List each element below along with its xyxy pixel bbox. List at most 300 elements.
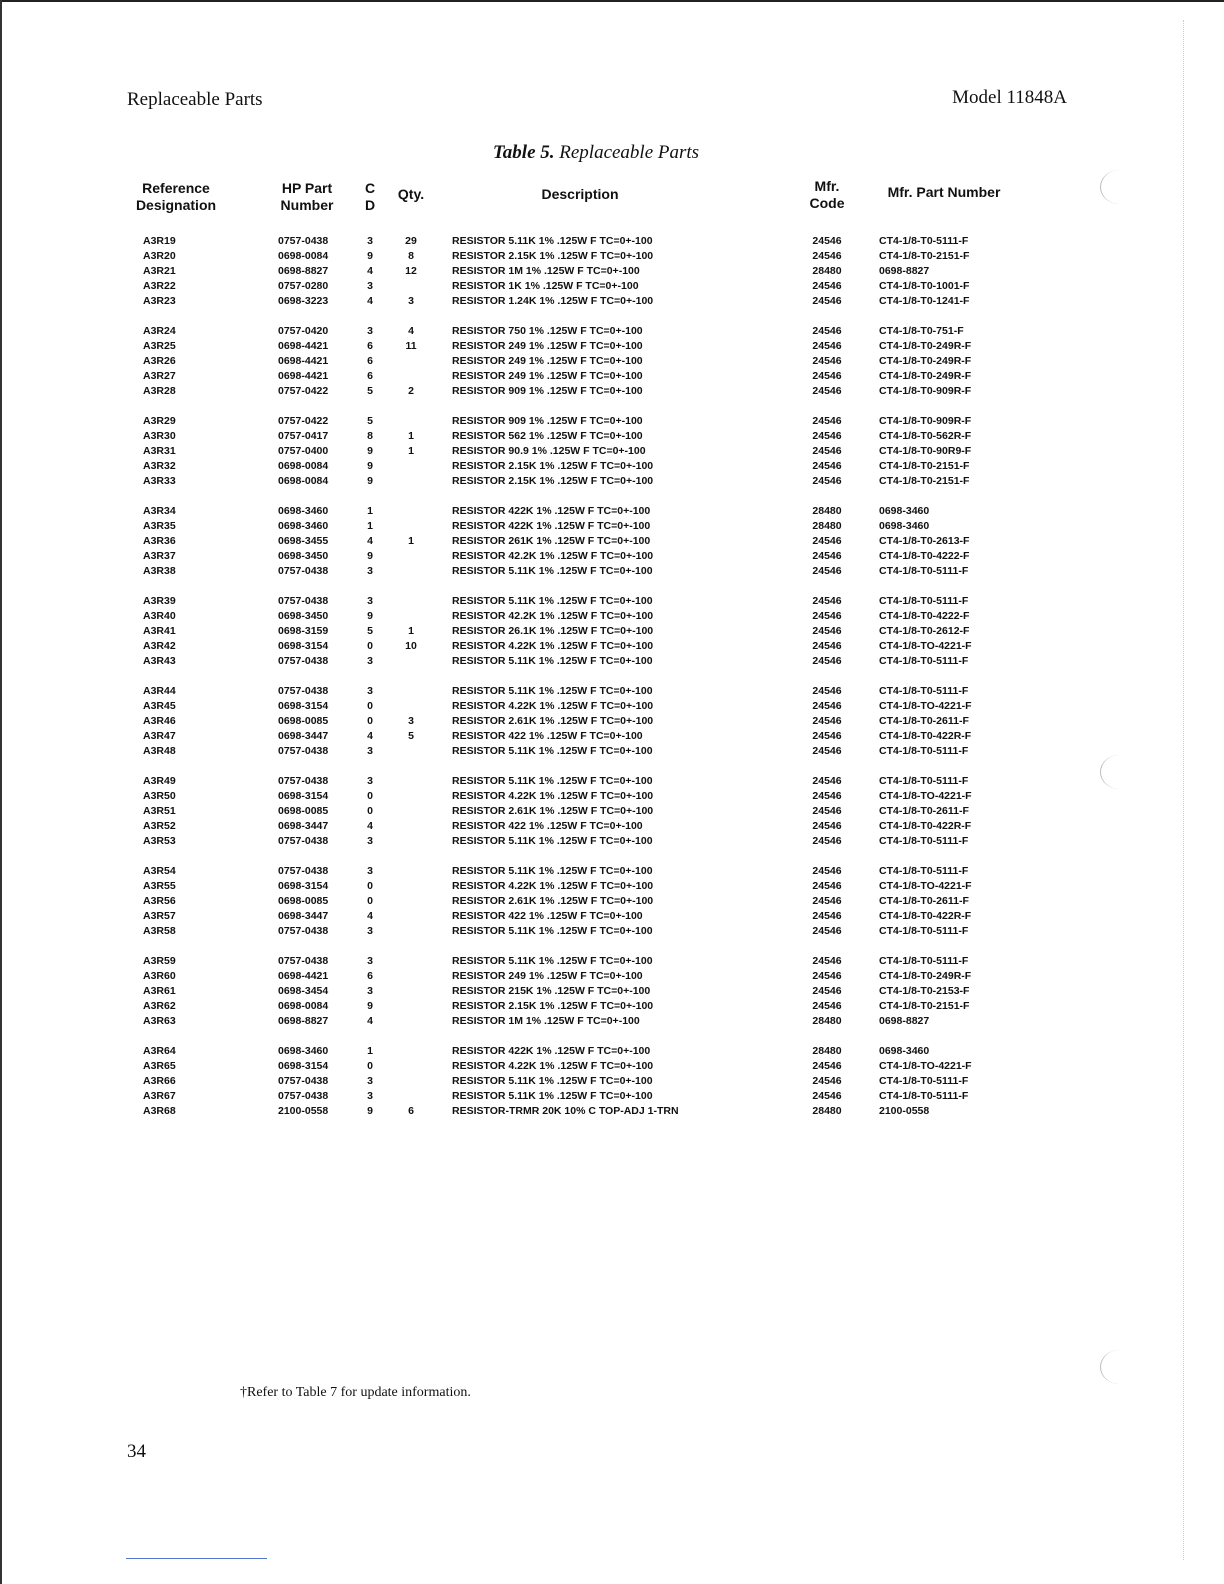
col-header-hp-part: HP Part Number bbox=[280, 180, 334, 213]
cell-description: RESISTOR 4.22K 1% .125W F TC=0+-100 bbox=[452, 1060, 654, 1072]
cell-cd-digit: 4 bbox=[367, 295, 373, 307]
cell-hp-part-number: 0757-0438 bbox=[278, 865, 329, 877]
table-title-text: Replaceable Parts bbox=[559, 142, 700, 163]
cell-mfr-code: 24546 bbox=[812, 280, 842, 292]
table-row bbox=[0, 954, 1224, 969]
cell-description: RESISTOR 2.15K 1% .125W F TC=0+-100 bbox=[452, 475, 654, 487]
cell-mfr-code: 24546 bbox=[812, 970, 842, 982]
cell-hp-part-number: 0757-0400 bbox=[278, 445, 329, 457]
cell-description: RESISTOR 2.15K 1% .125W F TC=0+-100 bbox=[452, 250, 654, 262]
cell-quantity: 3 bbox=[408, 715, 414, 727]
cell-ref-designation: A3R50 bbox=[143, 790, 176, 802]
cell-ref-designation: A3R46 bbox=[143, 715, 176, 727]
cell-mfr-part-number: CT4-1/8-T0-4222-F bbox=[879, 610, 970, 622]
cell-mfr-part-number: CT4-1/8-T0-1001-F bbox=[879, 280, 970, 292]
cell-ref-designation: A3R36 bbox=[143, 535, 176, 547]
cell-hp-part-number: 0698-3154 bbox=[278, 700, 329, 712]
cell-mfr-code: 24546 bbox=[812, 550, 842, 562]
cell-cd-digit: 3 bbox=[367, 280, 373, 292]
cell-cd-digit: 0 bbox=[367, 790, 373, 802]
cell-hp-part-number: 0698-3154 bbox=[278, 790, 329, 802]
cell-mfr-code: 24546 bbox=[812, 835, 842, 847]
table-row bbox=[0, 429, 1224, 444]
cell-description: RESISTOR 2.61K 1% .125W F TC=0+-100 bbox=[452, 715, 654, 727]
cell-description: RESISTOR 5.11K 1% .125W F TC=0+-100 bbox=[452, 1090, 653, 1102]
cell-description: RESISTOR 1K 1% .125W F TC=0+-100 bbox=[452, 280, 639, 292]
cell-hp-part-number: 0698-0084 bbox=[278, 460, 329, 472]
cell-mfr-code: 24546 bbox=[812, 1090, 842, 1102]
cell-mfr-code: 24546 bbox=[812, 445, 842, 457]
table-row bbox=[0, 999, 1224, 1014]
cell-mfr-code: 24546 bbox=[812, 700, 842, 712]
cell-ref-designation: A3R62 bbox=[143, 1000, 176, 1012]
table-row bbox=[0, 354, 1224, 369]
col-header-mfr-part: Mfr. Part Number bbox=[887, 184, 1001, 200]
parts-table-body bbox=[0, 234, 1224, 1119]
cell-mfr-code: 24546 bbox=[812, 985, 842, 997]
cell-hp-part-number: 0757-0438 bbox=[278, 745, 329, 757]
cell-mfr-part-number: CT4-1/8-T0-5111-F bbox=[879, 955, 969, 967]
cell-ref-designation: A3R48 bbox=[143, 745, 176, 757]
cell-mfr-code: 24546 bbox=[812, 730, 842, 742]
cell-description: RESISTOR 422K 1% .125W F TC=0+-100 bbox=[452, 520, 651, 532]
cell-cd-digit: 6 bbox=[367, 970, 373, 982]
cell-description: RESISTOR 249 1% .125W F TC=0+-100 bbox=[452, 355, 643, 367]
cell-ref-designation: A3R53 bbox=[143, 835, 176, 847]
cell-ref-designation: A3R35 bbox=[143, 520, 176, 532]
cell-mfr-code: 24546 bbox=[812, 370, 842, 382]
cell-mfr-part-number: CT4-1/8-T0-2611-F bbox=[879, 805, 969, 817]
cell-hp-part-number: 2100-0558 bbox=[278, 1105, 329, 1117]
section-title: Replaceable Parts bbox=[127, 89, 263, 110]
cell-mfr-part-number: CT4-1/8-T0-5111-F bbox=[879, 1090, 969, 1102]
cell-ref-designation: A3R58 bbox=[143, 925, 176, 937]
cell-hp-part-number: 0698-3454 bbox=[278, 985, 329, 997]
cell-hp-part-number: 0698-3154 bbox=[278, 1060, 329, 1072]
cell-mfr-part-number: 0698-3460 bbox=[879, 1045, 930, 1057]
cell-hp-part-number: 0698-0085 bbox=[278, 805, 329, 817]
cell-mfr-part-number: 0698-8827 bbox=[879, 1015, 930, 1027]
cell-mfr-code: 28480 bbox=[812, 265, 842, 277]
cell-mfr-part-number: CT4-1/8-T0-5111-F bbox=[879, 595, 969, 607]
cell-mfr-part-number: CT4-1/8-T0-1241-F bbox=[879, 295, 970, 307]
table-row bbox=[0, 369, 1224, 384]
table-row bbox=[0, 834, 1224, 849]
cell-ref-designation: A3R41 bbox=[143, 625, 176, 637]
cell-cd-digit: 4 bbox=[367, 910, 373, 922]
cell-description: RESISTOR-TRMR 20K 10% C TOP-ADJ 1-TRN bbox=[452, 1105, 679, 1117]
col-header-cd: C D bbox=[364, 180, 376, 213]
cell-cd-digit: 3 bbox=[367, 655, 373, 667]
cell-ref-designation: A3R64 bbox=[143, 1045, 176, 1057]
table-row bbox=[0, 459, 1224, 474]
cell-mfr-code: 24546 bbox=[812, 805, 842, 817]
cell-mfr-part-number: CT4-1/8-T0-2151-F bbox=[879, 250, 970, 262]
cell-hp-part-number: 0757-0438 bbox=[278, 655, 329, 667]
col-header-qty: Qty. bbox=[397, 186, 425, 202]
model-title: Model 11848A bbox=[952, 87, 1067, 108]
cell-mfr-part-number: CT4-1/8-T0-4222-F bbox=[879, 550, 970, 562]
cell-mfr-part-number: CT4-1/8-T0-422R-F bbox=[879, 820, 972, 832]
cell-ref-designation: A3R42 bbox=[143, 640, 176, 652]
cell-mfr-code: 24546 bbox=[812, 655, 842, 667]
cell-description: RESISTOR 261K 1% .125W F TC=0+-100 bbox=[452, 535, 651, 547]
cell-description: RESISTOR 5.11K 1% .125W F TC=0+-100 bbox=[452, 835, 653, 847]
cell-ref-designation: A3R51 bbox=[143, 805, 176, 817]
table-row bbox=[0, 909, 1224, 924]
table-row bbox=[0, 234, 1224, 249]
cell-ref-designation: A3R30 bbox=[143, 430, 176, 442]
cell-hp-part-number: 0698-0084 bbox=[278, 250, 329, 262]
cell-cd-digit: 3 bbox=[367, 1090, 373, 1102]
cell-mfr-part-number: CT4-1/8-T0-5111-F bbox=[879, 565, 969, 577]
cell-description: RESISTOR 422K 1% .125W F TC=0+-100 bbox=[452, 505, 651, 517]
cell-mfr-code: 24546 bbox=[812, 430, 842, 442]
cell-hp-part-number: 0698-3460 bbox=[278, 505, 329, 517]
cell-quantity: 4 bbox=[408, 325, 414, 337]
cell-ref-designation: A3R56 bbox=[143, 895, 176, 907]
cell-cd-digit: 9 bbox=[367, 445, 373, 457]
col-header-mfr-code: Mfr. Code bbox=[809, 178, 845, 211]
cell-cd-digit: 0 bbox=[367, 1060, 373, 1072]
cell-quantity: 10 bbox=[405, 640, 417, 652]
cell-ref-designation: A3R54 bbox=[143, 865, 176, 877]
table-row bbox=[0, 879, 1224, 894]
cell-mfr-part-number: CT4-1/8-T0-5111-F bbox=[879, 235, 969, 247]
cell-description: RESISTOR 2.15K 1% .125W F TC=0+-100 bbox=[452, 460, 654, 472]
cell-quantity: 11 bbox=[405, 340, 417, 352]
cell-hp-part-number: 0698-3455 bbox=[278, 535, 329, 547]
cell-ref-designation: A3R66 bbox=[143, 1075, 176, 1087]
cell-mfr-code: 24546 bbox=[812, 385, 842, 397]
cell-cd-digit: 3 bbox=[367, 865, 373, 877]
cell-cd-digit: 3 bbox=[367, 775, 373, 787]
cell-cd-digit: 6 bbox=[367, 355, 373, 367]
cell-hp-part-number: 0698-4421 bbox=[278, 970, 329, 982]
cell-hp-part-number: 0698-3447 bbox=[278, 730, 329, 742]
table-row bbox=[0, 474, 1224, 489]
cell-cd-digit: 3 bbox=[367, 1075, 373, 1087]
cell-mfr-code: 24546 bbox=[812, 340, 842, 352]
cell-description: RESISTOR 5.11K 1% .125W F TC=0+-100 bbox=[452, 775, 653, 787]
cell-quantity: 2 bbox=[408, 385, 414, 397]
cell-mfr-part-number: CT4-1/8-T0-5111-F bbox=[879, 1075, 969, 1087]
cell-ref-designation: A3R37 bbox=[143, 550, 176, 562]
cell-cd-digit: 4 bbox=[367, 535, 373, 547]
cell-hp-part-number: 0698-3154 bbox=[278, 880, 329, 892]
cell-description: RESISTOR 5.11K 1% .125W F TC=0+-100 bbox=[452, 655, 653, 667]
cell-description: RESISTOR 249 1% .125W F TC=0+-100 bbox=[452, 340, 643, 352]
table-row bbox=[0, 924, 1224, 939]
cell-ref-designation: A3R52 bbox=[143, 820, 176, 832]
table-row bbox=[0, 594, 1224, 609]
cell-mfr-part-number: CT4-1/8-T0-2151-F bbox=[879, 460, 970, 472]
cell-cd-digit: 4 bbox=[367, 820, 373, 832]
cell-description: RESISTOR 909 1% .125W F TC=0+-100 bbox=[452, 415, 643, 427]
cell-quantity: 3 bbox=[408, 295, 414, 307]
cell-hp-part-number: 0698-8827 bbox=[278, 265, 329, 277]
cell-cd-digit: 3 bbox=[367, 565, 373, 577]
cell-description: RESISTOR 5.11K 1% .125W F TC=0+-100 bbox=[452, 565, 653, 577]
table-row bbox=[0, 729, 1224, 744]
cell-cd-digit: 6 bbox=[367, 370, 373, 382]
col-header-description: Description bbox=[541, 186, 619, 202]
cell-hp-part-number: 0698-8827 bbox=[278, 1015, 329, 1027]
table-row bbox=[0, 744, 1224, 759]
cell-mfr-part-number: CT4-1/8-TO-4221-F bbox=[879, 1060, 972, 1072]
table-row bbox=[0, 294, 1224, 309]
cell-description: RESISTOR 249 1% .125W F TC=0+-100 bbox=[452, 370, 643, 382]
cell-description: RESISTOR 4.22K 1% .125W F TC=0+-100 bbox=[452, 790, 654, 802]
table-row bbox=[0, 444, 1224, 459]
cell-description: RESISTOR 909 1% .125W F TC=0+-100 bbox=[452, 385, 643, 397]
cell-mfr-code: 24546 bbox=[812, 1075, 842, 1087]
cell-mfr-code: 24546 bbox=[812, 250, 842, 262]
cell-hp-part-number: 0698-4421 bbox=[278, 340, 329, 352]
table-row bbox=[0, 1014, 1224, 1029]
table-row bbox=[0, 894, 1224, 909]
cell-mfr-code: 24546 bbox=[812, 685, 842, 697]
cell-cd-digit: 3 bbox=[367, 835, 373, 847]
cell-hp-part-number: 0698-3450 bbox=[278, 550, 329, 562]
cell-quantity: 5 bbox=[408, 730, 414, 742]
cell-mfr-part-number: CT4-1/8-T0-2151-F bbox=[879, 475, 970, 487]
cell-mfr-part-number: CT4-1/8-T0-5111-F bbox=[879, 655, 969, 667]
table-row bbox=[0, 504, 1224, 519]
cell-description: RESISTOR 249 1% .125W F TC=0+-100 bbox=[452, 970, 643, 982]
cell-cd-digit: 6 bbox=[367, 340, 373, 352]
cell-mfr-code: 28480 bbox=[812, 520, 842, 532]
cell-quantity: 1 bbox=[408, 445, 414, 457]
cell-mfr-code: 24546 bbox=[812, 925, 842, 937]
cell-hp-part-number: 0698-3154 bbox=[278, 640, 329, 652]
cell-hp-part-number: 0757-0422 bbox=[278, 385, 329, 397]
table-row bbox=[0, 864, 1224, 879]
cell-description: RESISTOR 90.9 1% .125W F TC=0+-100 bbox=[452, 445, 646, 457]
table-row bbox=[0, 249, 1224, 264]
cell-ref-designation: A3R27 bbox=[143, 370, 176, 382]
cell-quantity: 6 bbox=[408, 1105, 414, 1117]
cell-mfr-part-number: CT4-1/8-TO-4221-F bbox=[879, 700, 972, 712]
cell-mfr-code: 24546 bbox=[812, 775, 842, 787]
binder-hole-icon bbox=[1100, 170, 1139, 204]
cell-description: RESISTOR 5.11K 1% .125W F TC=0+-100 bbox=[452, 925, 653, 937]
cell-quantity: 12 bbox=[405, 265, 417, 277]
cell-cd-digit: 1 bbox=[367, 1045, 373, 1057]
cell-cd-digit: 3 bbox=[367, 745, 373, 757]
cell-ref-designation: A3R55 bbox=[143, 880, 176, 892]
cell-hp-part-number: 0698-4421 bbox=[278, 370, 329, 382]
cell-mfr-code: 24546 bbox=[812, 790, 842, 802]
table-row bbox=[0, 624, 1224, 639]
cell-hp-part-number: 0757-0438 bbox=[278, 685, 329, 697]
table-row bbox=[0, 264, 1224, 279]
table-row bbox=[0, 1089, 1224, 1104]
cell-ref-designation: A3R38 bbox=[143, 565, 176, 577]
cell-description: RESISTOR 5.11K 1% .125W F TC=0+-100 bbox=[452, 955, 653, 967]
cell-cd-digit: 3 bbox=[367, 325, 373, 337]
cell-mfr-code: 24546 bbox=[812, 955, 842, 967]
cell-mfr-part-number: 2100-0558 bbox=[879, 1105, 930, 1117]
cell-ref-designation: A3R24 bbox=[143, 325, 176, 337]
cell-mfr-part-number: 0698-8827 bbox=[879, 265, 930, 277]
cell-description: RESISTOR 422 1% .125W F TC=0+-100 bbox=[452, 820, 643, 832]
cell-description: RESISTOR 2.61K 1% .125W F TC=0+-100 bbox=[452, 805, 654, 817]
cell-hp-part-number: 0757-0438 bbox=[278, 595, 329, 607]
cell-hp-part-number: 0698-3159 bbox=[278, 625, 329, 637]
cell-cd-digit: 5 bbox=[367, 415, 373, 427]
cell-mfr-part-number: CT4-1/8-T0-2611-F bbox=[879, 895, 969, 907]
cell-ref-designation: A3R49 bbox=[143, 775, 176, 787]
table-row bbox=[0, 519, 1224, 534]
cell-cd-digit: 9 bbox=[367, 1105, 373, 1117]
cell-hp-part-number: 0698-3447 bbox=[278, 910, 329, 922]
cell-mfr-part-number: CT4-1/8-T0-909R-F bbox=[879, 415, 972, 427]
cell-mfr-code: 24546 bbox=[812, 895, 842, 907]
cell-ref-designation: A3R43 bbox=[143, 655, 176, 667]
table-row bbox=[0, 654, 1224, 669]
cell-mfr-part-number: CT4-1/8-T0-909R-F bbox=[879, 385, 972, 397]
cell-hp-part-number: 0757-0438 bbox=[278, 235, 329, 247]
cell-description: RESISTOR 1M 1% .125W F TC=0+-100 bbox=[452, 265, 640, 277]
cell-mfr-code: 24546 bbox=[812, 535, 842, 547]
cell-ref-designation: A3R57 bbox=[143, 910, 176, 922]
cell-ref-designation: A3R67 bbox=[143, 1090, 176, 1102]
table-row bbox=[0, 789, 1224, 804]
cell-hp-part-number: 0698-3447 bbox=[278, 820, 329, 832]
cell-ref-designation: A3R40 bbox=[143, 610, 176, 622]
table-row bbox=[0, 324, 1224, 339]
cell-cd-digit: 0 bbox=[367, 895, 373, 907]
cell-description: RESISTOR 5.11K 1% .125W F TC=0+-100 bbox=[452, 685, 653, 697]
cell-cd-digit: 3 bbox=[367, 985, 373, 997]
cell-ref-designation: A3R20 bbox=[143, 250, 176, 262]
cell-cd-digit: 0 bbox=[367, 715, 373, 727]
binder-hole-icon bbox=[1100, 1350, 1139, 1384]
cell-mfr-part-number: CT4-1/8-T0-751-F bbox=[879, 325, 964, 337]
cell-cd-digit: 3 bbox=[367, 595, 373, 607]
cell-cd-digit: 0 bbox=[367, 880, 373, 892]
cell-description: RESISTOR 4.22K 1% .125W F TC=0+-100 bbox=[452, 700, 654, 712]
table-row bbox=[0, 639, 1224, 654]
cell-ref-designation: A3R33 bbox=[143, 475, 176, 487]
cell-hp-part-number: 0698-3450 bbox=[278, 610, 329, 622]
cell-hp-part-number: 0757-0438 bbox=[278, 565, 329, 577]
cell-mfr-code: 24546 bbox=[812, 460, 842, 472]
cell-description: RESISTOR 5.11K 1% .125W F TC=0+-100 bbox=[452, 745, 653, 757]
table-row bbox=[0, 774, 1224, 789]
cell-quantity: 8 bbox=[408, 250, 414, 262]
cell-cd-digit: 9 bbox=[367, 250, 373, 262]
cell-ref-designation: A3R65 bbox=[143, 1060, 176, 1072]
cell-description: RESISTOR 5.11K 1% .125W F TC=0+-100 bbox=[452, 235, 653, 247]
table-row bbox=[0, 339, 1224, 354]
table-row bbox=[0, 564, 1224, 579]
cell-ref-designation: A3R61 bbox=[143, 985, 176, 997]
cell-description: RESISTOR 1M 1% .125W F TC=0+-100 bbox=[452, 1015, 640, 1027]
cell-description: RESISTOR 26.1K 1% .125W F TC=0+-100 bbox=[452, 625, 654, 637]
cell-description: RESISTOR 2.61K 1% .125W F TC=0+-100 bbox=[452, 895, 654, 907]
table-row bbox=[0, 684, 1224, 699]
cell-mfr-code: 28480 bbox=[812, 505, 842, 517]
cell-hp-part-number: 0698-0084 bbox=[278, 1000, 329, 1012]
cell-hp-part-number: 0698-3460 bbox=[278, 520, 329, 532]
cell-mfr-part-number: CT4-1/8-TO-4221-F bbox=[879, 790, 972, 802]
cell-mfr-code: 24546 bbox=[812, 415, 842, 427]
cell-mfr-part-number: CT4-1/8-T0-5111-F bbox=[879, 775, 969, 787]
cell-hp-part-number: 0757-0438 bbox=[278, 1090, 329, 1102]
cell-description: RESISTOR 4.22K 1% .125W F TC=0+-100 bbox=[452, 640, 654, 652]
cell-hp-part-number: 0698-0084 bbox=[278, 475, 329, 487]
cell-mfr-part-number: CT4-1/8-T0-249R-F bbox=[879, 355, 972, 367]
cell-cd-digit: 0 bbox=[367, 700, 373, 712]
cell-cd-digit: 5 bbox=[367, 385, 373, 397]
cell-cd-digit: 4 bbox=[367, 1015, 373, 1027]
cell-mfr-code: 24546 bbox=[812, 475, 842, 487]
cell-mfr-part-number: CT4-1/8-T0-249R-F bbox=[879, 370, 972, 382]
cell-hp-part-number: 0698-3460 bbox=[278, 1045, 329, 1057]
cell-mfr-part-number: CT4-1/8-T0-249R-F bbox=[879, 340, 972, 352]
cell-ref-designation: A3R25 bbox=[143, 340, 176, 352]
cell-description: RESISTOR 562 1% .125W F TC=0+-100 bbox=[452, 430, 643, 442]
cell-hp-part-number: 0698-4421 bbox=[278, 355, 329, 367]
cell-description: RESISTOR 5.11K 1% .125W F TC=0+-100 bbox=[452, 865, 653, 877]
cell-cd-digit: 0 bbox=[367, 640, 373, 652]
cell-mfr-part-number: CT4-1/8-T0-5111-F bbox=[879, 745, 969, 757]
cell-cd-digit: 3 bbox=[367, 955, 373, 967]
cell-description: RESISTOR 4.22K 1% .125W F TC=0+-100 bbox=[452, 880, 654, 892]
cell-mfr-code: 24546 bbox=[812, 1000, 842, 1012]
footnote: †Refer to Table 7 for update information. bbox=[240, 1385, 471, 1400]
cell-description: RESISTOR 750 1% .125W F TC=0+-100 bbox=[452, 325, 643, 337]
cell-description: RESISTOR 42.2K 1% .125W F TC=0+-100 bbox=[452, 550, 654, 562]
cell-cd-digit: 3 bbox=[367, 925, 373, 937]
table-row bbox=[0, 1044, 1224, 1059]
cell-description: RESISTOR 1.24K 1% .125W F TC=0+-100 bbox=[452, 295, 654, 307]
cell-hp-part-number: 0757-0422 bbox=[278, 415, 329, 427]
cell-hp-part-number: 0757-0438 bbox=[278, 925, 329, 937]
table-row bbox=[0, 984, 1224, 999]
cell-cd-digit: 8 bbox=[367, 430, 373, 442]
cell-cd-digit: 4 bbox=[367, 730, 373, 742]
cell-ref-designation: A3R21 bbox=[143, 265, 176, 277]
cell-ref-designation: A3R60 bbox=[143, 970, 176, 982]
cell-mfr-code: 28480 bbox=[812, 1045, 842, 1057]
cell-hp-part-number: 0698-0085 bbox=[278, 895, 329, 907]
cell-description: RESISTOR 422 1% .125W F TC=0+-100 bbox=[452, 730, 643, 742]
cell-cd-digit: 9 bbox=[367, 1000, 373, 1012]
cell-mfr-code: 24546 bbox=[812, 235, 842, 247]
cell-ref-designation: A3R28 bbox=[143, 385, 176, 397]
cell-ref-designation: A3R44 bbox=[143, 685, 176, 697]
cell-mfr-part-number: CT4-1/8-T0-2612-F bbox=[879, 625, 970, 637]
cell-mfr-code: 24546 bbox=[812, 1060, 842, 1072]
table-row bbox=[0, 609, 1224, 624]
cell-mfr-part-number: CT4-1/8-TO-4221-F bbox=[879, 640, 972, 652]
cell-cd-digit: 1 bbox=[367, 520, 373, 532]
table-title bbox=[0, 142, 1192, 164]
cell-mfr-part-number: CT4-1/8-T0-5111-F bbox=[879, 925, 969, 937]
cell-quantity: 1 bbox=[408, 535, 414, 547]
cell-ref-designation: A3R23 bbox=[143, 295, 176, 307]
cell-mfr-part-number: CT4-1/8-T0-5111-F bbox=[879, 685, 969, 697]
cell-description: RESISTOR 422 1% .125W F TC=0+-100 bbox=[452, 910, 643, 922]
cell-quantity: 1 bbox=[408, 625, 414, 637]
table-row bbox=[0, 534, 1224, 549]
cell-mfr-code: 28480 bbox=[812, 1015, 842, 1027]
cell-mfr-part-number: 0698-3460 bbox=[879, 520, 930, 532]
cell-ref-designation: A3R32 bbox=[143, 460, 176, 472]
